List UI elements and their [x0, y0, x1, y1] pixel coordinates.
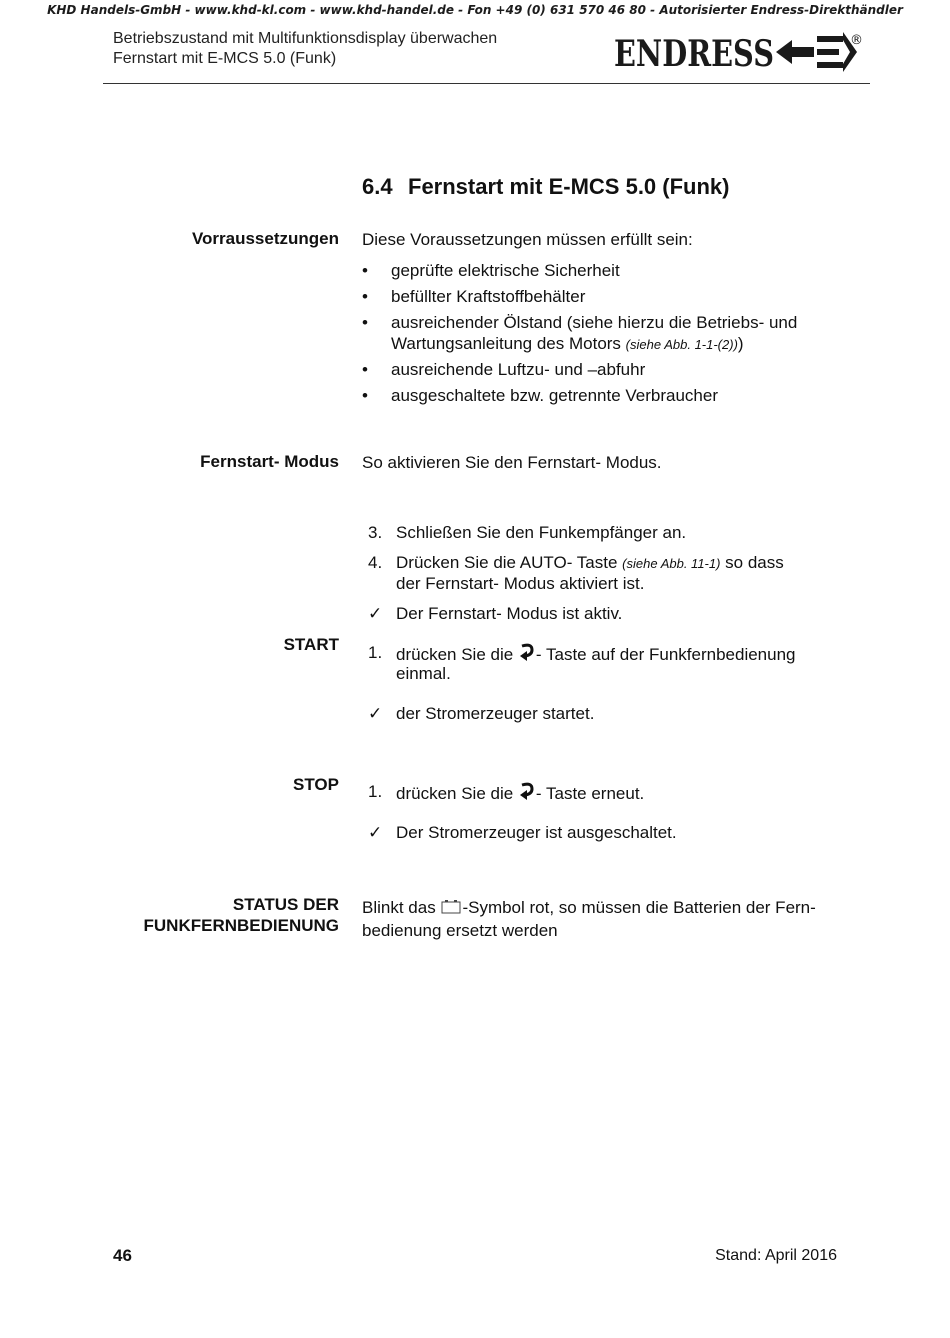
step-text-a: drücken Sie die	[396, 645, 514, 664]
bullet-text: ausreichender Ölstand (siehe hierzu die Betriebs- und	[391, 313, 798, 332]
bullet-icon: •	[362, 261, 368, 280]
header-line-1: Betriebszustand mit Multifunktionsdisplay überwachen	[113, 30, 498, 47]
step-text	[396, 552, 784, 574]
label-fernstart-modus: Fernstart- Modus	[200, 452, 339, 471]
step-text-a: Drücken Sie die AUTO- Taste	[396, 553, 618, 572]
step-text	[396, 781, 644, 806]
step-text-line2: der Fernstart- Modus aktiviert ist.	[396, 574, 645, 593]
curved-arrow-icon	[518, 642, 536, 667]
logo-text: ENDRESS	[614, 33, 774, 74]
bullet-text-line2: Wartungsanleitung des Motors	[391, 334, 621, 353]
label-status-line2: FUNKFERNBEDIENUNG	[143, 916, 339, 935]
top-banner: KHD Handels-GmbH - www.khd-kl.com - www.khd-handel.de - Fon +49 (0) 631 570 46 80 - Autorisierter Endress-Direkthändler	[47, 3, 903, 17]
check-text: Der Fernstart- Modus ist aktiv.	[396, 604, 623, 623]
bullet-icon: •	[362, 287, 368, 306]
logo-registered: ®	[850, 33, 863, 48]
step-text-b: - Taste auf der Funkfernbedienung	[535, 645, 796, 664]
figure-reference: (siehe Abb. 1-1-(2))	[625, 337, 738, 352]
check-icon: ✓	[368, 823, 383, 842]
step-text	[396, 642, 796, 667]
header-line-2: Fernstart mit E-MCS 5.0 (Funk)	[113, 50, 337, 67]
status-text-b: -Symbol rot, so müssen die Batterien der Fern-	[462, 898, 816, 917]
step-text-a: drücken Sie die	[396, 784, 514, 803]
status-text-line2: bedienung ersetzt werden	[362, 921, 558, 940]
bullet-icon: •	[362, 313, 368, 332]
section-number: 6.4	[362, 174, 393, 199]
step-number: 3.	[368, 523, 383, 542]
bullet-text: befüllter Kraftstoffbehälter	[391, 287, 586, 306]
step-number: 1.	[368, 782, 383, 801]
bullet-icon: •	[362, 386, 368, 405]
label-status-line1: STATUS DER	[232, 895, 339, 914]
bullet-text: ausgeschaltete bzw. getrennte Verbraucher	[391, 386, 718, 405]
step-text: Schließen Sie den Funkempfänger an.	[396, 523, 687, 542]
section-title: Fernstart mit E-MCS 5.0 (Funk)	[408, 174, 730, 199]
label-voraussetzungen: Vorraussetzungen	[191, 229, 339, 248]
check-text: Der Stromerzeuger ist ausgeschaltet.	[396, 823, 677, 842]
stand-date: Stand: April 2016	[715, 1247, 837, 1264]
bullet-icon: •	[362, 360, 368, 379]
closing-paren: )	[737, 334, 744, 353]
step-text-b: so dass	[725, 553, 784, 572]
figure-reference: (siehe Abb. 11-1)	[622, 556, 721, 571]
curved-arrow-icon	[518, 781, 536, 806]
step-number: 4.	[368, 553, 383, 572]
step-text-line2: einmal.	[396, 664, 451, 683]
battery-icon	[440, 899, 462, 920]
endress-logo	[614, 30, 864, 74]
check-icon: ✓	[368, 704, 383, 723]
bullet-text-continued	[391, 333, 744, 355]
section-heading	[362, 174, 729, 200]
step-text-b: - Taste erneut.	[535, 784, 645, 803]
label-start: START	[283, 635, 339, 654]
voraussetzungen-intro: Diese Voraussetzungen müssen erfüllt sein:	[362, 230, 693, 249]
check-text: der Stromerzeuger startet.	[396, 704, 595, 723]
fernstart-intro: So aktivieren Sie den Fernstart- Modus.	[362, 453, 662, 472]
status-text-a: Blinkt das	[362, 898, 436, 917]
label-status	[144, 894, 340, 936]
step-number: 1.	[368, 643, 383, 662]
bullet-text: geprüfte elektrische Sicherheit	[391, 261, 620, 280]
bullet-text: ausreichende Luftzu- und –abfuhr	[391, 360, 646, 379]
header-rule	[103, 83, 870, 84]
status-text	[362, 897, 816, 941]
page-number: 46	[113, 1246, 132, 1265]
check-icon: ✓	[368, 604, 383, 623]
label-stop: STOP	[293, 775, 339, 794]
logo-arrow-icon	[776, 32, 857, 72]
